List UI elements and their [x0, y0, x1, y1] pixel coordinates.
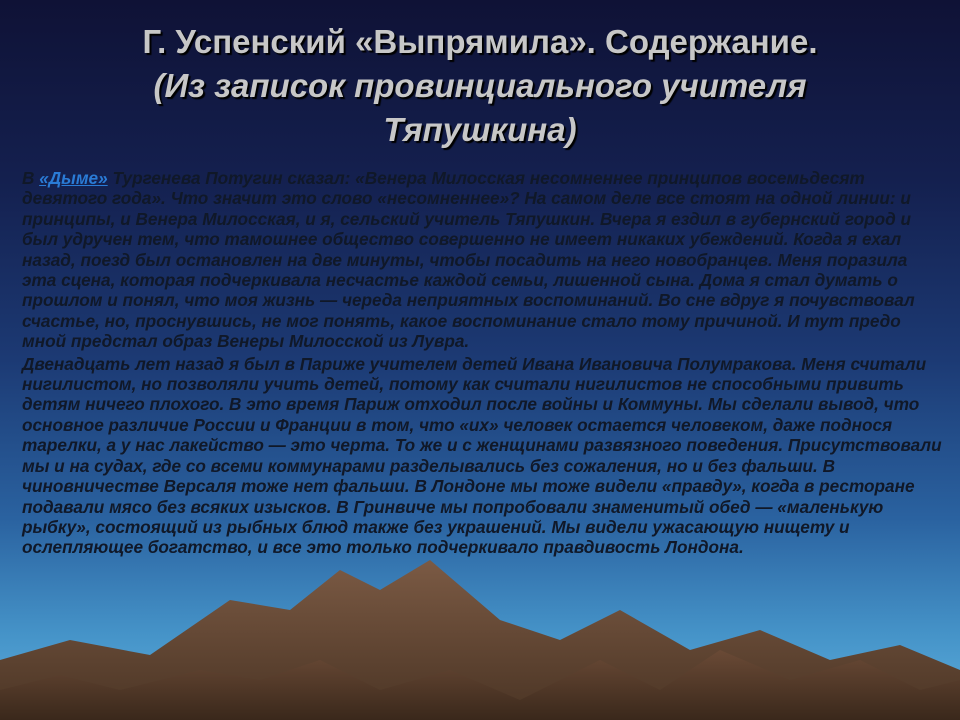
title-line-1: Г. Успенский «Выпрямила». Содержание. [142, 23, 818, 60]
slide-body [22, 168, 942, 560]
title-line-2: (Из записок провинциального учителя Тяпушкина) [153, 67, 807, 148]
dym-link[interactable]: «Дыме» [39, 168, 108, 188]
paragraph-1 [22, 168, 942, 352]
slide-title [60, 20, 900, 152]
paragraph-1-start: В [22, 168, 40, 188]
paragraph-2: Двенадцать лет назад я был в Париже учителем детей Ивана Ивановича Полумракова. Меня считали нигилистом, но позволяли учить детей, потому как считали нигилистов не способными привить детям ничего плохого. В это время Париж отходил после войны и Коммуны. Мы сделали вывод, что основное различие России и Франции в том, что «их» человек остается человеком, даже поднося тарелки, а у нас лакейство — это черта. То же и с женщинами развязного поведения. Присутствовали мы и на судах, где со всеми коммунарами разделывались без сожаления, но и без фальши. В чиновничестве Версаля тоже нет фальши. В Лондоне мы тоже видели «правду», когда в ресторане подавали мясо без всяких изысков. В Гринвиче мы попробовали знаменитый обед — «маленькую рыбку», состоящий из рыбных блюд также без украшений. Мы видели ужасающую нищету и ослепляющее богатство, и все это только подчеркивало правдивость Лондона. [22, 353, 942, 558]
paragraph-1-text: Тургенева Потугин сказал: «Венера Милосская несомненнее принципов восемьдесят девятого года». Что значит это слово «несомненнее»? На самом деле все стоят на одной линии: и принципы, и Венера Милосская, и я, сельский учитель Тяпушкин. Вчера я ездил в губернский город и был удручен тем, что тамошнее общество совершенно не имеет никаких убеждений. Когда я ехал назад, поезд был остановлен на две минуты, чтобы посадить на него новобранцев. Меня поразила эта сцена, которая подчеркивала несчастье каждой семьи, лишенной сына. Дома я стал думать о прошлом и понял, что моя жизнь — череда неприятных воспоминаний. Во сне вдруг я почувствовал счастье, но, проснувшись, не мог понять, какое воспоминание стало тому причиной. И тут предо мной предстал образ Венеры Милосской из Лувра. [22, 168, 915, 352]
